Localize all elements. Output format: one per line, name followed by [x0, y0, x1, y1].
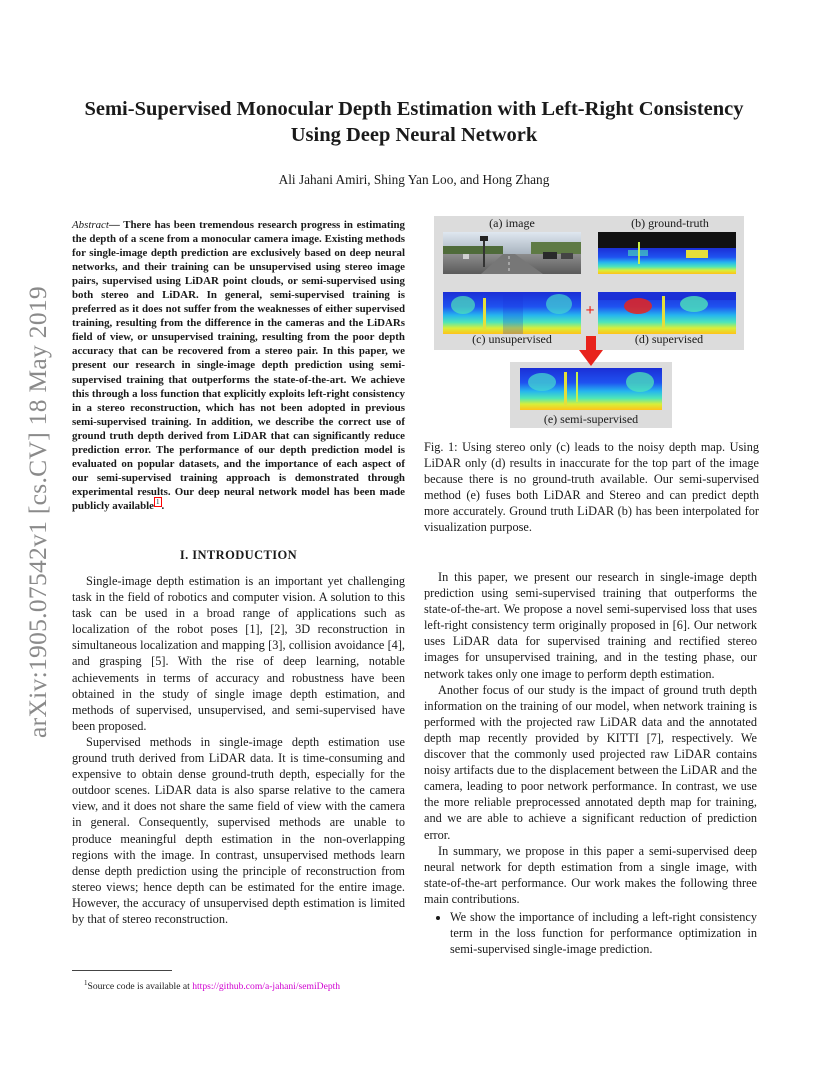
unsupervised-depth-map — [443, 292, 581, 334]
list-item: • We show the importance of including a left-right consistency term in the loss function for performance optimization in semi-supervised single-image prediction. — [450, 909, 757, 957]
section-heading-introduction: I. INTRODUCTION — [179, 548, 298, 562]
paragraph: Another focus of our study is the impact of ground truth depth information on the training of our model, when network training is performed with the projected raw LiDAR data and the annotated depth map recently provided by KITTI [7], respectively. We discover that the commonly used projected raw LiDAR contains noisy artifacts due to the displacement between the LiDAR and the camera, leading to poor network performance. In contrast, we use the more reliable preprocessed annotated depth map for training, and we are able to achieve a significant reduction of prediction error. — [424, 682, 757, 842]
source-code-link[interactable]: https://github.com/a-jahani/semiDepth — [192, 981, 341, 993]
label-b-ground-truth: (b) ground-truth — [631, 216, 709, 230]
down-arrow-icon — [579, 336, 603, 368]
paragraph: In summary, we propose in this paper a semi-supervised deep neural network for depth estimation from a single image, with state-of-the-art performance. Our work makes the following three main contributions. — [424, 843, 757, 906]
paper-authors: Ali Jahani Amiri, Shing Yan Loo, and Hong Zhang — [278, 172, 550, 187]
supervised-depth-map — [598, 292, 736, 334]
abstract — [72, 218, 405, 513]
footnote-divider — [72, 970, 172, 971]
abstract-lead: Abstract — [72, 219, 109, 231]
footnote — [84, 979, 340, 992]
figure-1 — [424, 212, 760, 434]
paragraph: In this paper, we present our research in single-image depth prediction using semi-supervised training that outperforms the state-of-the-art. We propose a novel semi-supervised loss that uses left-right consistency term originally proposed in [6]. Our network uses LiDAR data for supervised training and rectified stereo images for unsupervised training, and in the testing phase, our network takes only one image to perform depth estimation. — [424, 570, 757, 681]
paragraph: Single-image depth estimation is an important yet challenging task in the field of robotics and computer vision. A solution to this task can be used in a broad range of applications such as localization of the robot poses [1], [2], 3D reconstruction in simultaneous localization and mapping [3], collision avoidance [4], and grasping [5]. With the rise of deep learning, notable achievements in terms of accuracy and robustness have been obtained in the study of single image depth estimation, and methods of supervised, unsupervised, and semi-supervised have been proposed. — [72, 574, 405, 733]
paragraph: Supervised methods in single-image depth estimation use ground truth derived from LiDAR data. It is time-consuming and expensive to obtain dense ground-truth depth, especially for the outdoor scenes. LiDAR data is also sparse relative to the camera view, and it does not share the same field of view with the camera in general. Consequently, supervised methods are unable to produce meaningful depth estimation in the non-overlapping regions with the image. In contrast, unsupervised methods learn dense depth prediction using the principle of reconstruction from stereo views; hence depth can be estimated for the entire image. However, the accuracy of unsupervised depth estimation is limited by that of stereo reconstruction. — [72, 734, 405, 926]
figure-caption: Fig. 1: Using stereo only (c) leads to the noisy depth map. Using LiDAR only (d) results in inaccurate for the top part of the image because there is no ground-truth available. Our semi-supervised method (e) fuses both LiDAR and Stereo and can predict depth more accurately. Ground truth LiDAR (b) has been interpolated for visualization purpose. — [424, 440, 759, 535]
ground-truth-depth-map — [598, 232, 736, 274]
right-column-text — [424, 569, 757, 957]
label-c-unsupervised: (c) unsupervised — [472, 332, 552, 346]
label-e-semi-supervised: (e) semi-supervised — [543, 412, 639, 426]
arxiv-watermark: arXiv:1905.07542v1 [cs.CV] 18 May 2019 — [23, 286, 52, 738]
footnote-mark: 1 — [84, 979, 88, 987]
label-a-image: (a) image — [489, 216, 535, 230]
abstract-end: . — [161, 499, 165, 512]
footnote-text: Source code is available at — [87, 981, 193, 993]
plus-sign: + — [585, 302, 595, 319]
abstract-text: — There has been tremendous research progress in estimating the depth of a scene from a monocular camera image. Existing methods for single-image depth prediction are exclusively based on deep neural networks, and their training can be unsupervised using stereo image pairs, supervised using LiDAR point clouds, or semi-supervised using both stereo and LiDAR. In general, semi-supervised training is preferred as it does not suffer from the weaknesses of either supervised training, resulting from the difference in the cameras and the LiDARs field of view, or unsupervised training, resulting from the poor depth accuracy that can be recovered from a stereo pair. In this paper, we present our research in single-image depth prediction using semi-supervised training that outperforms the state-of-the-art. We achieve this through a loss function that explicitly exploits left-right consistency in a stereo reconstruction, which has not been adopted in previous semi-supervised training. In addition, we describe the correct use of ground truth depth derived from LiDAR that can significantly reduce prediction error. The performance of our depth prediction model is evaluated on popular datasets, and the importance of each aspect of our semi-supervised training approach is demonstrated through experimental results. Our deep neural network model has been made publicly available — [72, 219, 405, 512]
paper-title: Semi-Supervised Monocular Depth Estimation with Left-Right Consistency Using Deep Neural Network — [84, 98, 744, 146]
camera-image — [443, 232, 581, 274]
left-column-text — [72, 573, 405, 927]
contributions-list — [424, 909, 757, 957]
label-d-supervised: (d) supervised — [634, 332, 704, 346]
semi-supervised-depth-map — [520, 368, 662, 410]
footnote-link[interactable]: 1 — [156, 498, 160, 507]
